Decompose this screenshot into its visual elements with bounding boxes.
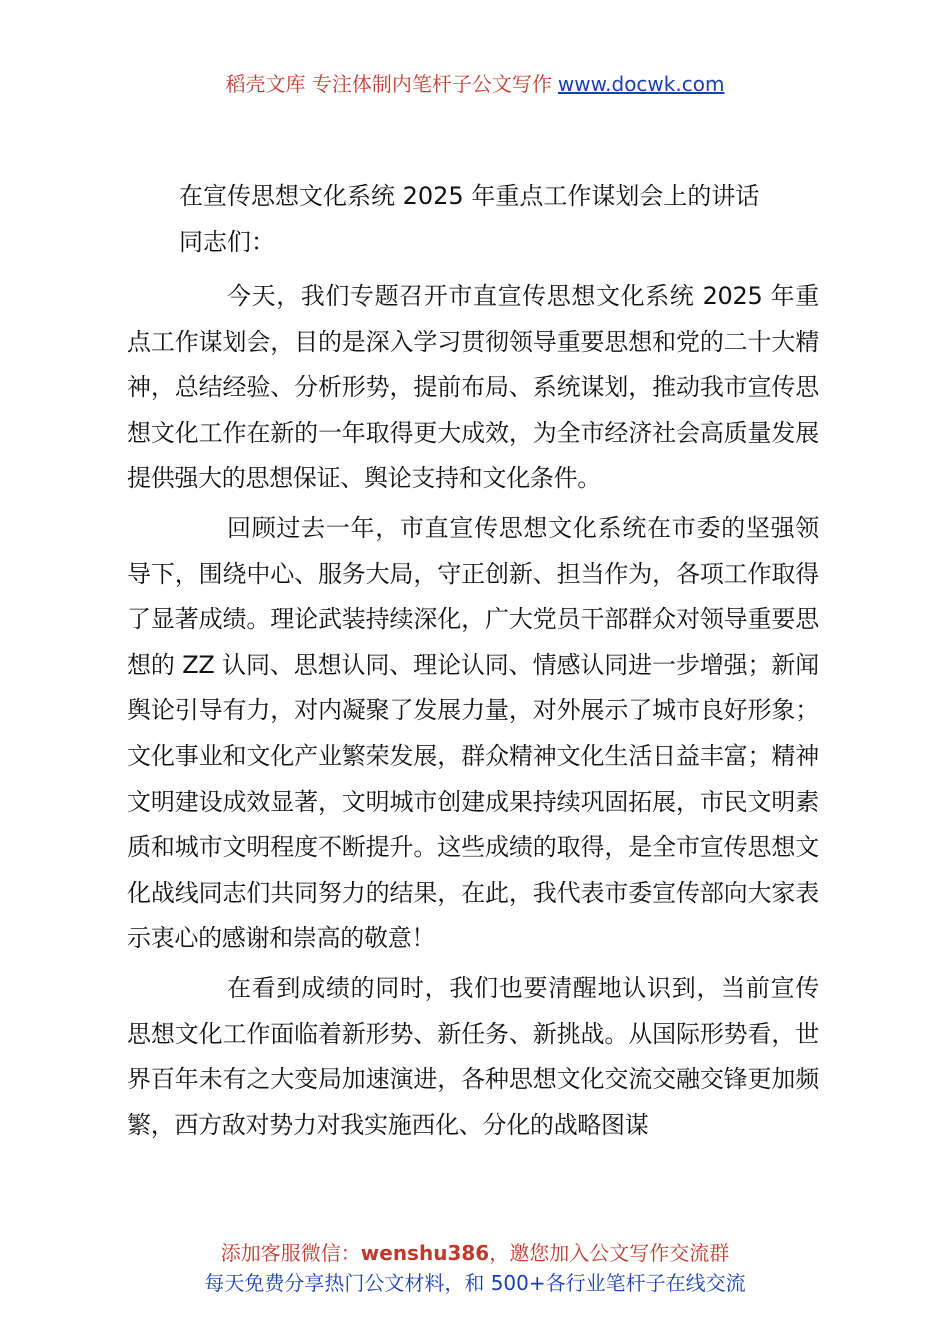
- page-footer: [0, 1238, 950, 1298]
- paragraph-3: 在看到成绩的同时，我们也要清醒地认识到，当前宣传思想文化工作面临着新形势、新任务、新挑战。从国际形势看，世界百年未有之大变局加速演进，各种思想文化交流交融交锋更加频繁，西方敌对势力对我实施西化、分化的战略图谋: [127, 973, 819, 1139]
- paragraph-1: 今天，我们专题召开市直宣传思想文化系统 2025 年重点工作谋划会，目的是深入学习贯彻领导重要思想和党的二十大精神，总结经验、分析形势，提前布局、系统谋划，推动我市宣传思想文化工作在新的一年取得更大成效，为全市经济社会高质量发展提供强大的思想保证、舆论支持和文化条件。: [127, 282, 819, 493]
- paragraph-2: 回顾过去一年，市直宣传思想文化系统在市委的坚强领导下，围绕中心、服务大局，守正创新、担当作为，各项工作取得了显著成绩。理论武装持续深化，广大党员干部群众对领导重要思想的 ZZ 认同、思想认同、理论认同、情感认同进一步增强；新闻舆论引导有力，对内凝聚了发展力量，对外展示了城市良好形象；文化事业和文化产业繁荣发展，群众精神文化生活日益丰富；精神文明建设成效显著，文明城市创建成果持续巩固拓展，市民文明素质和城市文明程度不断提升。这些成绩的取得，是全市宣传思想文化战线同志们共同努力的结果，在此，我代表市委宣传部向大家表示衷心的感谢和崇高的敬意！: [127, 513, 819, 953]
- footer-wechat-line: [0, 1238, 950, 1268]
- page-header: [0, 70, 950, 98]
- footer-wechat-prefix: 添加客服微信：: [220, 1241, 361, 1265]
- salutation: 同志们：: [179, 228, 275, 256]
- footer-promo-line: 每天免费分享热门公文材料，和 500+各行业笔杆子在线交流: [204, 1271, 746, 1295]
- wechat-id: wenshu386: [360, 1241, 490, 1265]
- document-body: [127, 176, 819, 1152]
- footer-wechat-suffix: ，邀您加入公文写作交流群: [489, 1241, 730, 1265]
- site-link[interactable]: www.docwk.com: [557, 72, 725, 96]
- document-title: 在宣传思想文化系统 2025 年重点工作谋划会上的讲话: [179, 182, 760, 210]
- brand-text: 稻壳文库 专注体制内笔杆子公文写作: [225, 72, 552, 96]
